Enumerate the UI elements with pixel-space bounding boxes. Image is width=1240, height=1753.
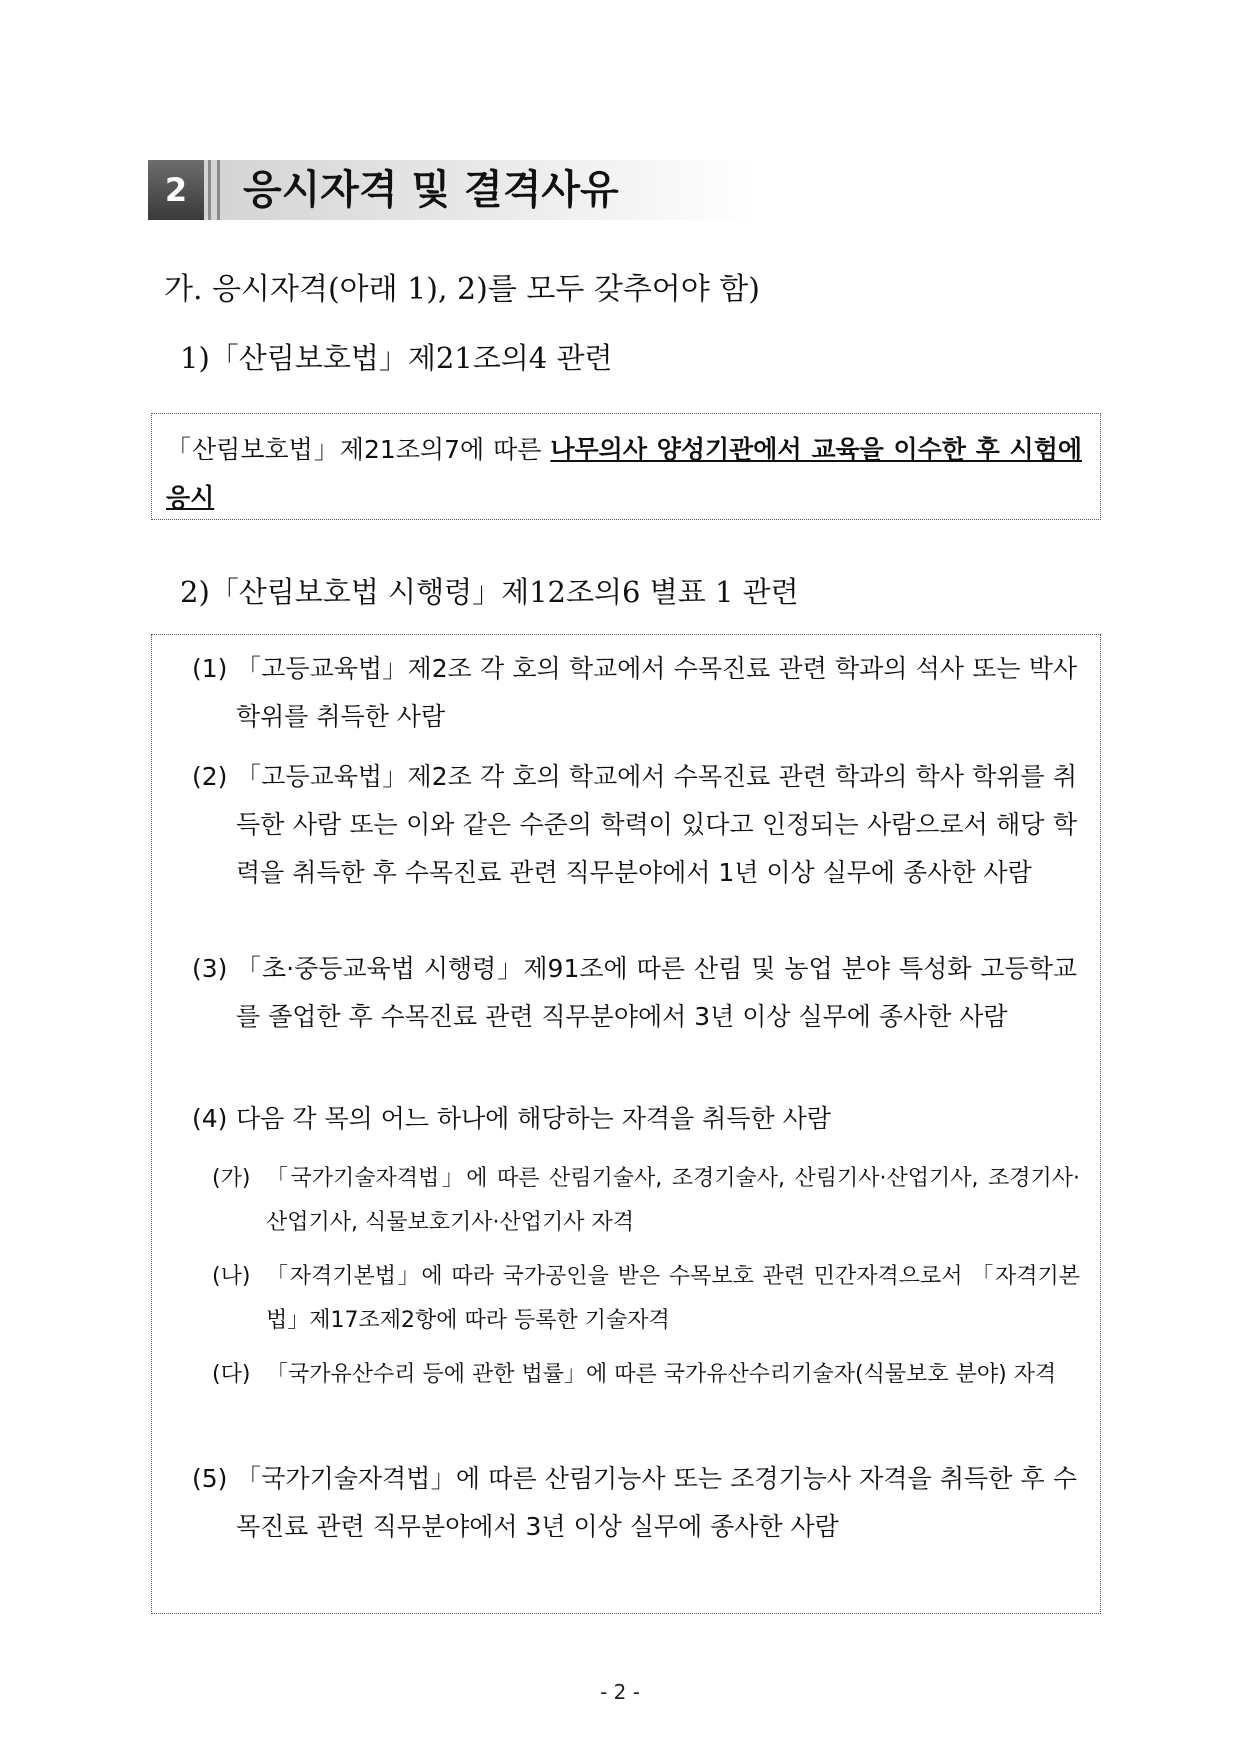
item-text: 「초·중등교육법 시행령」제91조에 따른 산림 및 농업 분야 특성화 고등학교를 졸업한 후 수목진료 관련 직무분야에서 3년 이상 실무에 종사한 사람 [236, 954, 1077, 1031]
section-title: 응시자격 및 결격사유 [243, 167, 619, 213]
list-item [192, 645, 1077, 741]
item-number: (2) [192, 762, 228, 791]
subitem-text: 「자격기본법」에 따라 국가공인을 받은 수목보호 관련 민간자격으로서 「자격기본법」제17조제2항에 따라 등록한 기술자격 [266, 1264, 1080, 1333]
sub-list-item [212, 1157, 1080, 1245]
sub-list-item [212, 1353, 1080, 1397]
section-divider-bars [208, 160, 220, 220]
requirement-box-2 [151, 634, 1101, 1614]
item-text: 다음 각 목의 어느 하나에 해당하는 자격을 취득한 사람 [236, 1104, 831, 1133]
subitem-number: (나) [212, 1264, 251, 1289]
heading-law-2: 2)「산림보호법 시행령」제12조의6 별표 1 관련 [180, 575, 799, 609]
section-number: 2 [148, 160, 204, 220]
item-number: (1) [192, 654, 228, 683]
item-number: (5) [192, 1464, 228, 1493]
requirement-box-1 [151, 413, 1101, 520]
subitem-text: 「국가기술자격법」에 따른 산림기술사, 조경기술사, 산림기사·산업기사, 조경기사·산업기사, 식물보호기사·산업기사 자격 [266, 1166, 1080, 1235]
box1-emphasis: 나무의사 양성기관에서 교육을 이수한 후 시험에 응시 [166, 435, 1082, 512]
item-number: (3) [192, 954, 228, 983]
heading-eligibility: 가. 응시자격(아래 1), 2)를 모두 갖추어야 함) [164, 272, 760, 307]
list-item [192, 1455, 1077, 1551]
item-number: (4) [192, 1104, 228, 1133]
box1-prefix: 「산림보호법」제21조의7에 따른 [166, 435, 551, 464]
sub-list-item [212, 1255, 1080, 1343]
heading-law-1: 1)「산림보호법」제21조의4 관련 [180, 341, 613, 375]
page-number: - 2 - [600, 1680, 640, 1704]
item-text: 「고등교육법」제2조 각 호의 학교에서 수목진료 관련 학과의 석사 또는 박사학위를 취득한 사람 [236, 654, 1077, 731]
item-text: 「고등교육법」제2조 각 호의 학교에서 수목진료 관련 학과의 학사 학위를 취득한 사람 또는 이와 같은 수준의 학력이 있다고 인정되는 사람으로서 해당 학력을 취득한 후 수목진료 관련 직무분야에서 1년 이상 실무에 종사한 사람 [236, 762, 1077, 887]
subitem-text: 「국가유산수리 등에 관한 법률」에 따른 국가유산수리기술자(식물보호 분야) 자격 [266, 1362, 1057, 1387]
section-header [148, 160, 758, 220]
list-item [192, 1095, 1077, 1143]
subitem-number: (가) [212, 1166, 251, 1191]
item-text: 「국가기술자격법」에 따른 산림기능사 또는 조경기능사 자격을 취득한 후 수목진료 관련 직무분야에서 3년 이상 실무에 종사한 사람 [236, 1464, 1077, 1541]
list-item [192, 753, 1077, 897]
subitem-number: (다) [212, 1362, 251, 1387]
list-item [192, 945, 1077, 1041]
